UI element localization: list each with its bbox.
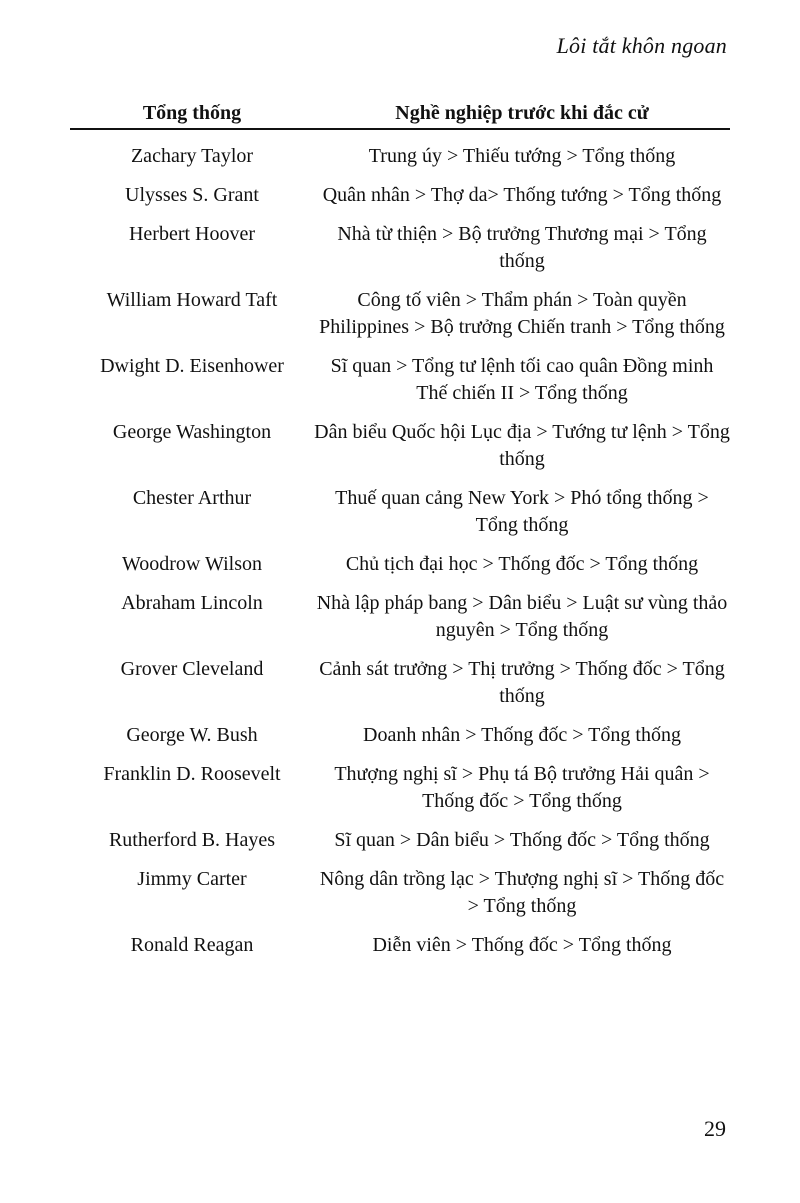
table-row <box>70 932 730 959</box>
column-header-career: Nghề nghiệp trước khi đắc cử <box>395 102 649 124</box>
table-row <box>70 143 730 170</box>
column-header-president: Tổng thống <box>142 102 242 124</box>
president-name: Woodrow Wilson <box>122 553 262 575</box>
table-row <box>70 590 730 644</box>
career-path: Nhà từ thiện > Bộ trưởng Thương mại > Tổng thống <box>337 223 707 272</box>
page-number: 29 <box>704 1116 726 1141</box>
president-name: Franklin D. Roosevelt <box>103 763 281 785</box>
career-path: Diễn viên > Thống đốc > Tổng thống <box>372 934 672 956</box>
president-name: Herbert Hoover <box>128 223 256 245</box>
president-name: George W. Bush <box>126 724 258 746</box>
career-path: Nhà lập pháp bang > Dân biểu > Luật sư vùng thảo nguyên > Tổng thống <box>316 592 728 641</box>
career-path: Quân nhân > Thợ da> Thống tướng > Tổng thống <box>322 184 722 206</box>
president-name: Grover Cleveland <box>120 658 264 680</box>
president-name: Chester Arthur <box>132 487 252 509</box>
president-name: Dwight D. Eisenhower <box>100 355 284 377</box>
career-path: Doanh nhân > Thống đốc > Tổng thống <box>363 724 681 746</box>
president-name: Ronald Reagan <box>130 934 254 956</box>
table-row <box>70 287 730 341</box>
table-row <box>70 827 730 854</box>
table-row <box>70 221 730 275</box>
career-path: Chủ tịch đại học > Thống đốc > Tổng thống <box>345 553 699 575</box>
table-row <box>70 656 730 710</box>
career-path: Cảnh sát trưởng > Thị trưởng > Thống đốc > Tổng thống <box>319 658 725 707</box>
president-name: Rutherford B. Hayes <box>108 829 276 851</box>
table-body <box>70 143 730 959</box>
career-path: Dân biểu Quốc hội Lục địa > Tướng tư lệnh > Tổng thống <box>314 421 730 470</box>
table-row <box>70 866 730 920</box>
career-path: Nông dân trồng lạc > Thượng nghị sĩ > Thống đốc > Tổng thống <box>319 868 725 917</box>
career-path: Sĩ quan > Tổng tư lệnh tối cao quân Đồng minh Thế chiến II > Tổng thống <box>330 355 714 404</box>
table-row <box>70 419 730 473</box>
career-path: Thuế quan cảng New York > Phó tổng thống > Tổng thống <box>335 487 709 536</box>
career-path: Trung úy > Thiếu tướng > Tổng thống <box>368 145 676 167</box>
table-header-row <box>70 102 730 130</box>
table-row <box>70 182 730 209</box>
president-name: William Howard Taft <box>106 289 278 311</box>
running-header-title: Lôi tắt khôn ngoan <box>556 33 727 58</box>
table-row <box>70 551 730 578</box>
table-row <box>70 761 730 815</box>
president-name: Jimmy Carter <box>137 868 247 890</box>
career-path: Công tố viên > Thẩm phán > Toàn quyền Philippines > Bộ trưởng Chiến tranh > Tổng thống <box>319 289 725 338</box>
president-name: Abraham Lincoln <box>121 592 263 614</box>
table-row <box>70 722 730 749</box>
presidents-career-table <box>70 102 730 959</box>
president-name: Zachary Taylor <box>130 145 254 167</box>
president-name: Ulysses S. Grant <box>125 184 259 206</box>
career-path: Thượng nghị sĩ > Phụ tá Bộ trưởng Hải quân > Thống đốc > Tổng thống <box>334 763 710 812</box>
president-name: George Washington <box>112 421 272 443</box>
table-row <box>70 485 730 539</box>
table-row <box>70 353 730 407</box>
career-path: Sĩ quan > Dân biểu > Thống đốc > Tổng thống <box>334 829 710 851</box>
